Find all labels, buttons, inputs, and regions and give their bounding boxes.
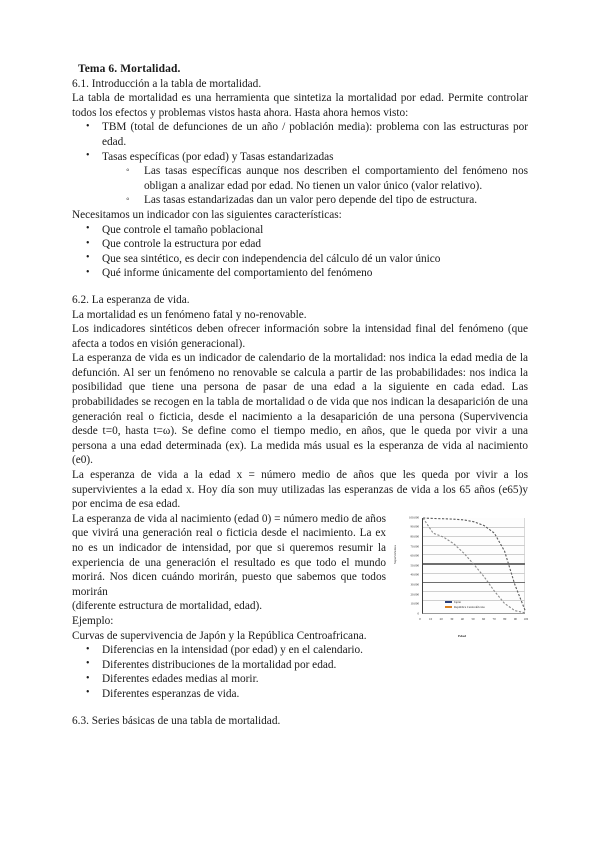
list-item: ◦ Las tasas estandarizadas dan un valor pero depende del tipo de estructura. bbox=[72, 193, 528, 208]
paragraph-esperanza-edad-x: La esperanza de vida a la edad x = número medio de años que les queda por vivir a los supervivientes a la edad x. Hoy día son muy utilizadas las esperanzas de vida a los 65 años (e65)y por encima de esa edad. bbox=[72, 469, 528, 511]
legend-item bbox=[445, 600, 485, 604]
list-item: • Que controle el tamaño poblacional bbox=[72, 223, 528, 238]
list-item: • Diferentes esperanzas de vida. bbox=[72, 687, 528, 702]
list-item: • TBM (total de defunciones de un año / población media): problema con las estructuras por edad. bbox=[72, 120, 528, 149]
y-tick-label: 0 bbox=[417, 611, 419, 616]
chart-y-axis-title: Supervivientes bbox=[393, 544, 397, 564]
x-tick-label: 60 bbox=[482, 616, 486, 621]
list-item: • Diferentes distribuciones de la mortalidad por edad. bbox=[72, 658, 528, 673]
x-tick-label: 0 bbox=[419, 616, 421, 621]
paragraph-esperanza-calendario: La esperanza de vida es un indicador de calendario de la mortalidad: nos indica la edad media de la defunción. Al ser un fenómeno no renovable se calcula a partir de las probabilidades: nos indica la posibilidad que tiene una persona de pasar de una edad a la siguiente en cada edad. Las probabilidades se recogen en la tabla de mortalidad o de vida que nos indican la desaparición de una generación real o ficticia, desde el nacimiento a la desaparición de una persona (Supervivencia desde t=0, hasta t=ω). Se define como el tiempo medio, en años, que le queda por vivir a una persona a una edad determinada (ex). La medida más usual es la esperanza de vida al nacimiento (e0). bbox=[72, 352, 528, 467]
y-tick-label: 80.000 bbox=[410, 534, 419, 539]
necesitamos-lead: Necesitamos un indicador con las siguientes características: bbox=[72, 208, 342, 221]
y-tick-label: 70.000 bbox=[410, 543, 419, 548]
x-tick-label: 40 bbox=[460, 616, 464, 621]
y-tick-label: 90.000 bbox=[410, 524, 419, 529]
survival-curves-figure bbox=[393, 514, 528, 640]
figure-text-wrap bbox=[72, 512, 528, 702]
list-item: • Qué informe únicamente del comportamiento del fenómeno bbox=[72, 266, 528, 281]
chart-legend bbox=[445, 600, 485, 610]
curvas-lead: Curvas de supervivencia de Japón y la República Centroafricana. bbox=[72, 629, 367, 642]
y-tick-label: 10.000 bbox=[410, 601, 419, 606]
spacer bbox=[72, 281, 528, 293]
bullet-list-visto bbox=[72, 120, 528, 164]
y-tick-label: 60.000 bbox=[410, 553, 419, 558]
x-tick-label: 30 bbox=[450, 616, 454, 621]
chart-x-axis-title: Edad bbox=[458, 633, 466, 638]
x-tick-label: 50 bbox=[471, 616, 475, 621]
list-item: • Que controle la estructura por edad bbox=[72, 237, 528, 252]
y-tick-label: 100.000 bbox=[408, 515, 419, 520]
bullet-list-caracteristicas bbox=[72, 223, 528, 281]
spacer bbox=[72, 702, 528, 714]
chart-x-axis-labels bbox=[420, 618, 526, 626]
x-tick-label: 20 bbox=[439, 616, 443, 621]
list-item: • Diferentes edades medias al morir. bbox=[72, 672, 528, 687]
list-item: ◦ Las tasas específicas aunque nos describen el comportamiento del fenómeno nos obligan a analizar edad por edad. No tienen un valor único (valor relativo). bbox=[72, 164, 528, 193]
x-tick-label: 10 bbox=[429, 616, 433, 621]
chart-plot-area bbox=[422, 518, 525, 614]
list-item: • Que sea sintético, es decir con independencia del cálculo dé un valor único bbox=[72, 252, 528, 267]
series-line-centroafricana bbox=[423, 518, 525, 613]
intro-paragraph: La tabla de mortalidad es una herramienta que sintetiza la mortalidad por edad. Permite controlar todos los efectos y problemas vistos hasta ahora. Hasta ahora hemos visto: bbox=[72, 92, 528, 119]
paragraph-esperanza-nacimiento: La esperanza de vida al nacimiento (edad 0) = número medio de años que vivirá una generación real o ficticia desde el nacimiento. La ex no es un indicador de intensidad, por que si queremos resumir la experiencia de una generación el resultado es que todo el mundo morirá. Nos dicen cuándo morirán, puesto que sabemos que todos morirán bbox=[72, 512, 386, 598]
y-tick-label: 40.000 bbox=[410, 572, 419, 577]
legend-swatch-icon bbox=[445, 601, 452, 604]
ejemplo-label: Ejemplo: bbox=[72, 614, 114, 627]
list-item: • Tasas específicas (por edad) y Tasas estandarizadas bbox=[72, 150, 528, 165]
y-tick-label: 30.000 bbox=[410, 582, 419, 587]
list-item: • Diferencias en la intensidad (por edad) y en el calendario. bbox=[72, 643, 528, 658]
x-tick-label: 70 bbox=[492, 616, 496, 621]
page-title: Tema 6. Mortalidad. bbox=[78, 63, 181, 75]
paragraph-mortalidad-fatal: La mortalidad es un fenómeno fatal y no-renovable. bbox=[72, 308, 307, 321]
legend-swatch-icon bbox=[445, 606, 452, 609]
legend-label: República Centroafricana bbox=[454, 604, 485, 609]
section-heading-6-3: 6.3. Series básicas de una tabla de mortalidad. bbox=[72, 714, 281, 727]
legend-item bbox=[445, 605, 485, 609]
x-tick-label: 80 bbox=[503, 616, 507, 621]
document-body bbox=[72, 62, 528, 728]
paragraph-indicadores-sinteticos: Los indicadores sintéticos deben ofrecer información sobre la intensidad final del fenómeno (que afecta a todos en visión generacional). bbox=[72, 323, 528, 350]
bullet-list-diferencias bbox=[72, 643, 528, 701]
y-tick-label: 50.000 bbox=[410, 563, 419, 568]
survival-chart bbox=[393, 514, 528, 640]
chart-series-lines bbox=[423, 518, 525, 613]
chart-y-axis-labels bbox=[396, 514, 421, 616]
x-tick-label: 100 bbox=[523, 616, 528, 621]
sub-bullet-list-tasas bbox=[72, 164, 528, 208]
x-tick-label: 90 bbox=[513, 616, 517, 621]
section-heading-6-2: 6.2. La esperanza de vida. bbox=[72, 293, 190, 306]
legend-label: Japón bbox=[454, 599, 461, 604]
section-heading-6-1: 6.1. Introducción a la tabla de mortalidad. bbox=[72, 77, 262, 90]
y-tick-label: 20.000 bbox=[410, 591, 419, 596]
paragraph-diferente-estructura: (diferente estructura de mortalidad, edad). bbox=[72, 600, 263, 613]
